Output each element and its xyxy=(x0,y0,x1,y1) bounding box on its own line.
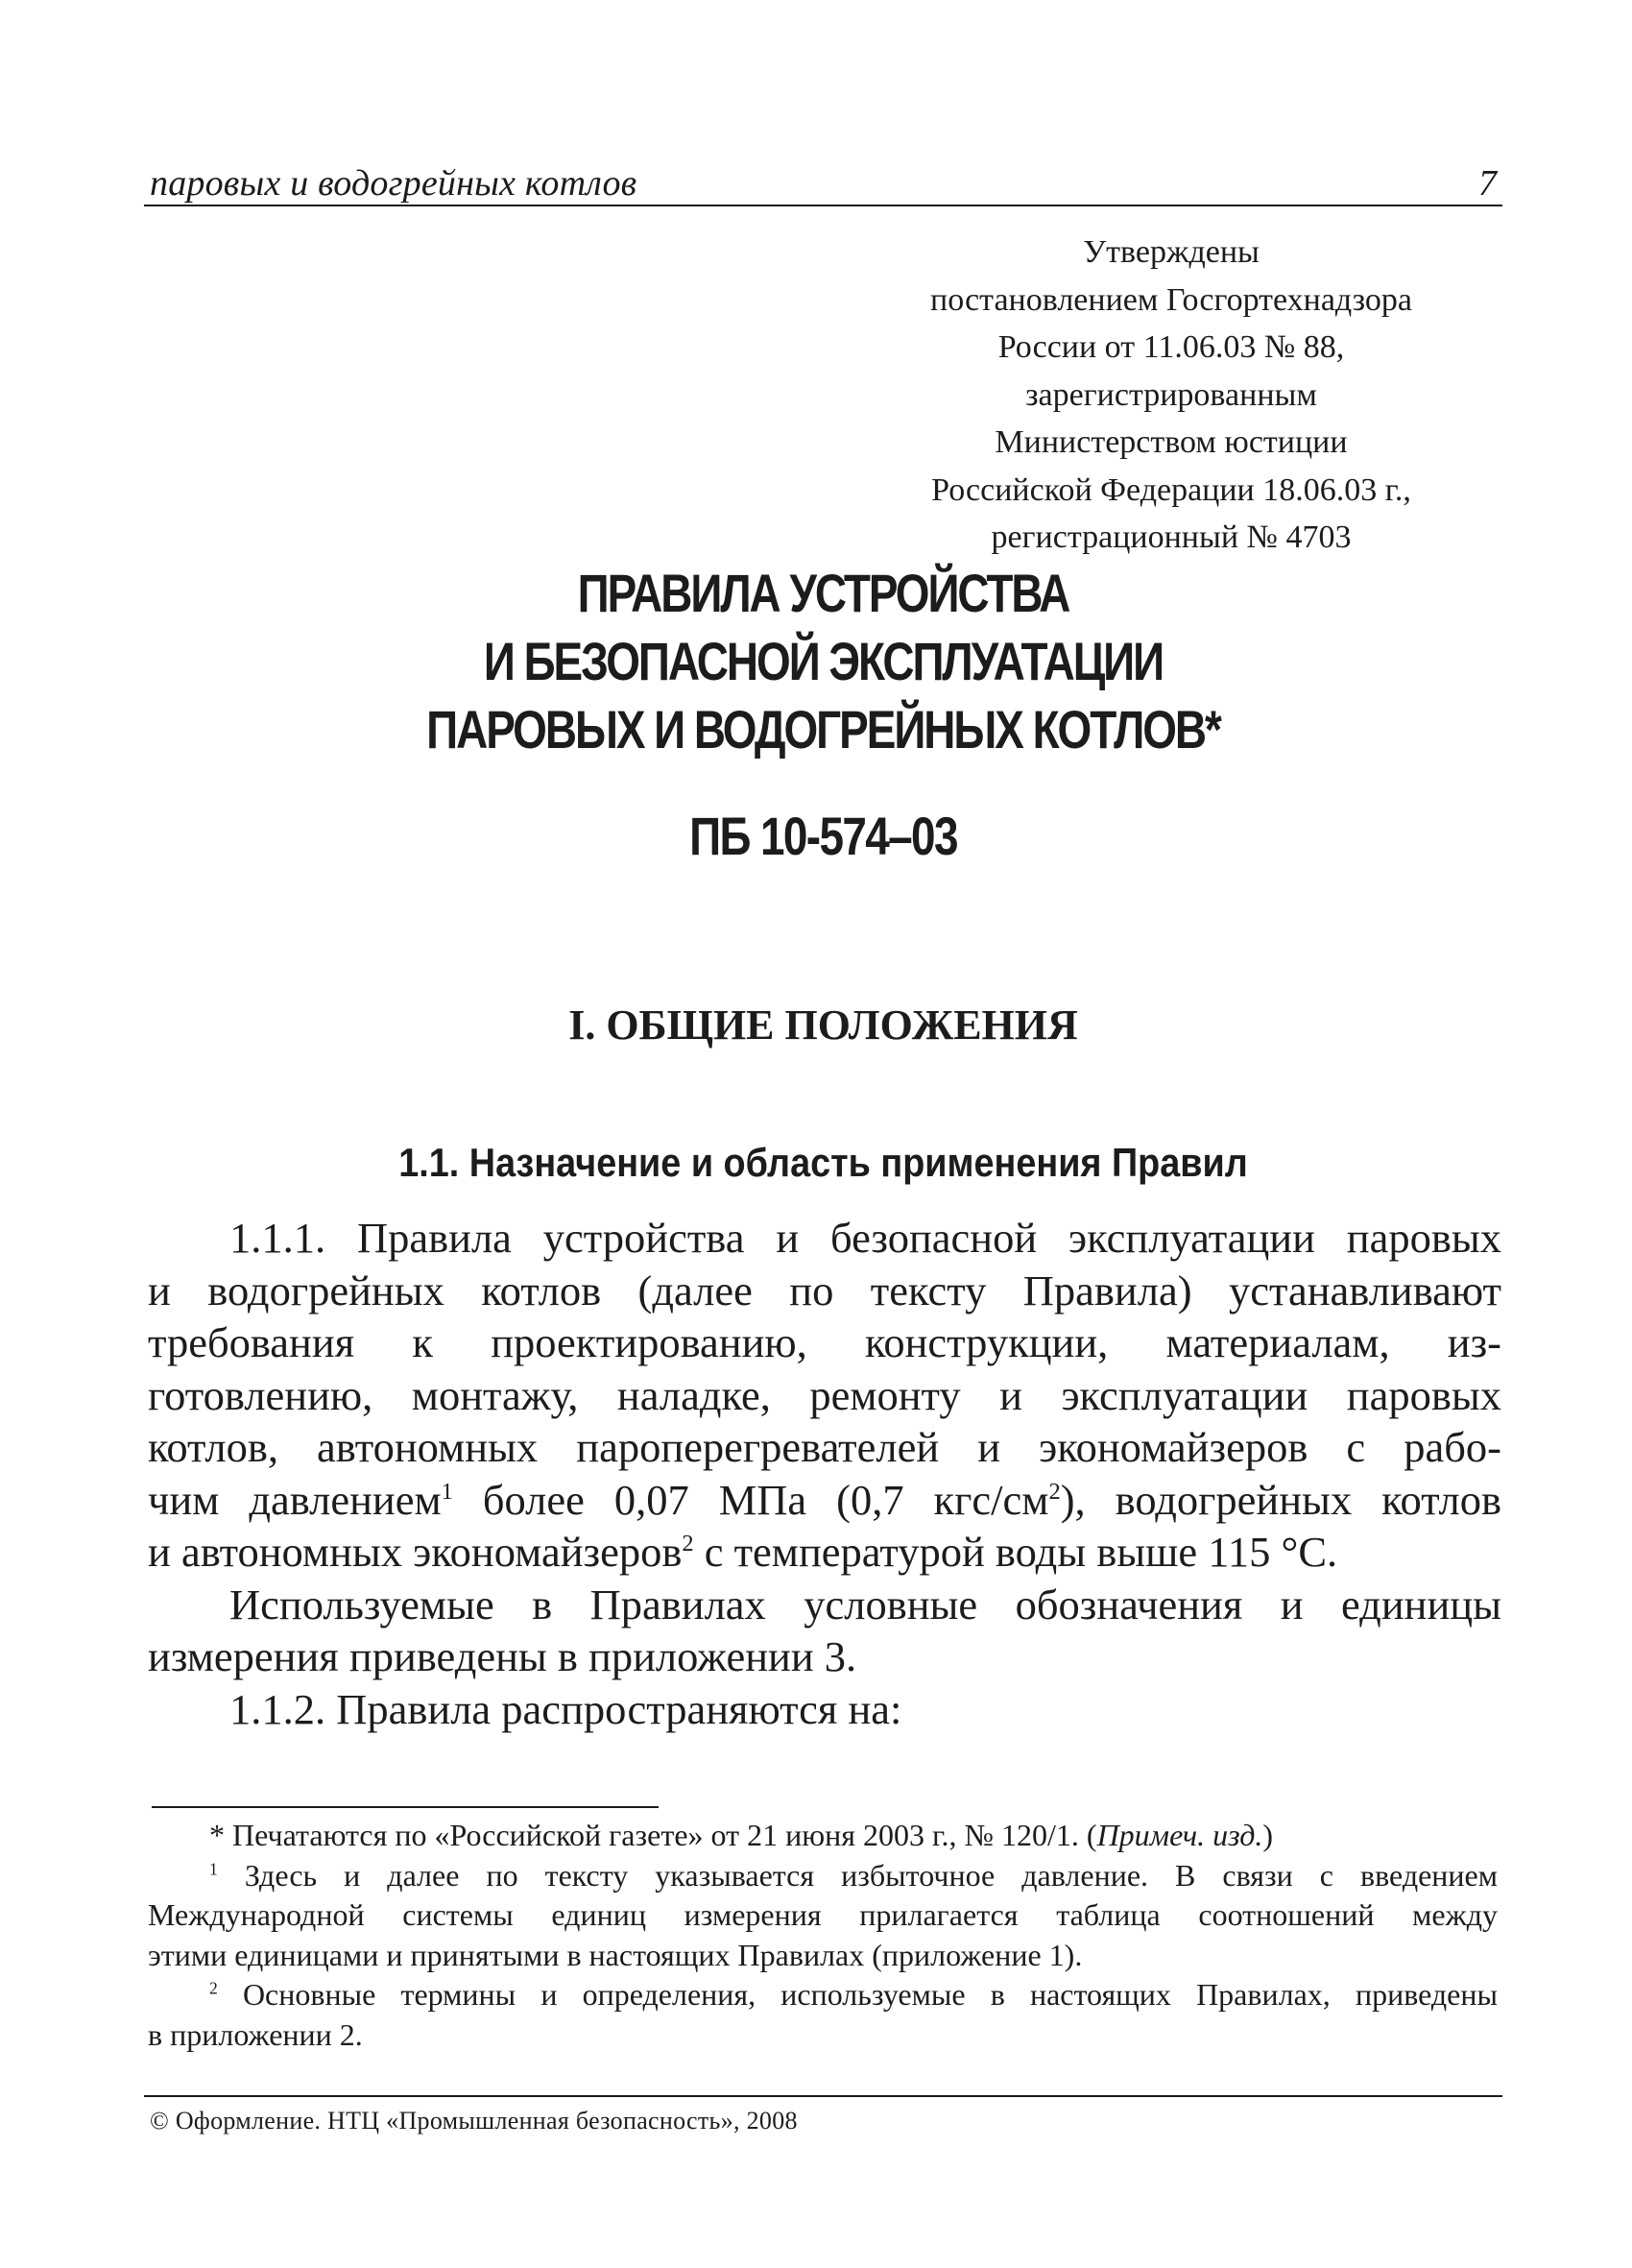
footnote-ref-2: 2 xyxy=(682,1531,694,1557)
text-fragment: чим давлением xyxy=(148,1475,442,1524)
footnote-divider xyxy=(152,1806,659,1808)
title-line: ПРАВИЛА УСТРОЙСТВА xyxy=(577,563,1069,623)
paragraph-line: Используемые в Правилах условные обозначения и единицы xyxy=(229,1580,1501,1629)
paragraph-line: готовлению, монтажу, наладке, ремонту и эксплуатации паровых xyxy=(148,1370,1501,1419)
footnote-1 xyxy=(148,1856,1498,1896)
text-fragment: более 0,07 МПа (0,7 кгс/см xyxy=(452,1475,1049,1524)
footnotes xyxy=(148,1816,1498,2055)
approval-line: Министерством юстиции xyxy=(995,424,1348,460)
section-heading: I. ОБЩИЕ ПОЛОЖЕНИЯ xyxy=(568,1001,1078,1049)
footnote-text: Основные термины и определения, используемые в настоящих Правилах, приведены xyxy=(217,1977,1498,2012)
footnote-2-line: в приложении 2. xyxy=(148,2016,363,2052)
footnote-text: Здесь и далее по тексту указывается избыточное давление. В связи с введением xyxy=(217,1857,1498,1893)
footnote-2 xyxy=(148,1975,1498,2015)
footnote-mark: 2 xyxy=(209,1978,218,1998)
document-title xyxy=(329,559,1317,763)
paragraph-line: 1.1.1. Правила устройства и безопасной эксплуатации паровых xyxy=(229,1214,1501,1262)
approval-line: регистрационный № 4703 xyxy=(991,519,1352,555)
footnote-ref-1: 1 xyxy=(441,1478,453,1505)
paragraph-line: измерения приведены в приложении 3. xyxy=(148,1632,857,1680)
title-line: И БЕЗОПАСНОЙ ЭКСПЛУАТАЦИИ xyxy=(483,631,1164,691)
footnote-star xyxy=(148,1816,1498,1856)
copyright-notice: © Оформление. НТЦ «Промышленная безопасность», 2008 xyxy=(150,2107,798,2135)
page-number: 7 xyxy=(1478,163,1497,204)
paragraph-line xyxy=(148,1526,1501,1579)
text-fragment: и автономных экономайзеров xyxy=(148,1528,683,1576)
paragraph-line: 1.1.2. Правила распространяются на: xyxy=(229,1684,902,1733)
document-code: ПБ 10-574–03 xyxy=(689,806,957,866)
text-fragment: с температурой воды выше 115 °С. xyxy=(693,1528,1338,1576)
footnote-1-line: этими единицами и принятыми в настоящих Правилах (приложение 1). xyxy=(148,1937,1083,1972)
approval-line: постановлением Госгортехнадзора xyxy=(930,281,1412,318)
approval-line: Российской Федерации 18.06.03 г., xyxy=(931,471,1411,508)
footnote-text: ) xyxy=(1262,1818,1274,1852)
superscript: 2 xyxy=(1048,1478,1061,1505)
text-fragment: ), водогрейных котлов xyxy=(1060,1475,1502,1524)
footnote-note: Примеч. изд. xyxy=(1096,1818,1263,1852)
body-text xyxy=(148,1212,1501,1735)
paragraph-line xyxy=(148,1474,1501,1527)
paragraph-line: и водогрейных котлов (далее по тексту Правила) устанавливают xyxy=(148,1266,1501,1315)
footnote-text: * Печатаются по «Российской газете» от 21 июня 2003 г., № 120/1. ( xyxy=(209,1818,1097,1852)
paragraph-line: котлов, автономных пароперегревателей и экономайзеров с рабо- xyxy=(148,1423,1501,1471)
approval-line: России от 11.06.03 № 88, xyxy=(997,329,1345,365)
footnote-1-line: Международной системы единиц измерения прилагается таблица соотношений между xyxy=(148,1897,1498,1932)
footer-divider xyxy=(144,2095,1502,2097)
title-line: ПАРОВЫХ И ВОДОГРЕЙНЫХ КОТЛОВ* xyxy=(426,699,1220,760)
approval-line: зарегистрированным xyxy=(1025,376,1317,413)
document-page xyxy=(144,0,1502,2268)
running-header xyxy=(144,161,1502,209)
running-title: паровых и водогрейных котлов xyxy=(150,163,637,204)
header-divider xyxy=(144,205,1502,206)
footnote-mark: 1 xyxy=(209,1858,218,1878)
paragraph-line: требования к проектированию, конструкции, материалам, из- xyxy=(148,1318,1501,1366)
approval-block xyxy=(883,229,1459,562)
approval-line: Утверждены xyxy=(1083,234,1260,270)
subsection-heading: 1.1. Назначение и область применения Правил xyxy=(398,1140,1248,1185)
